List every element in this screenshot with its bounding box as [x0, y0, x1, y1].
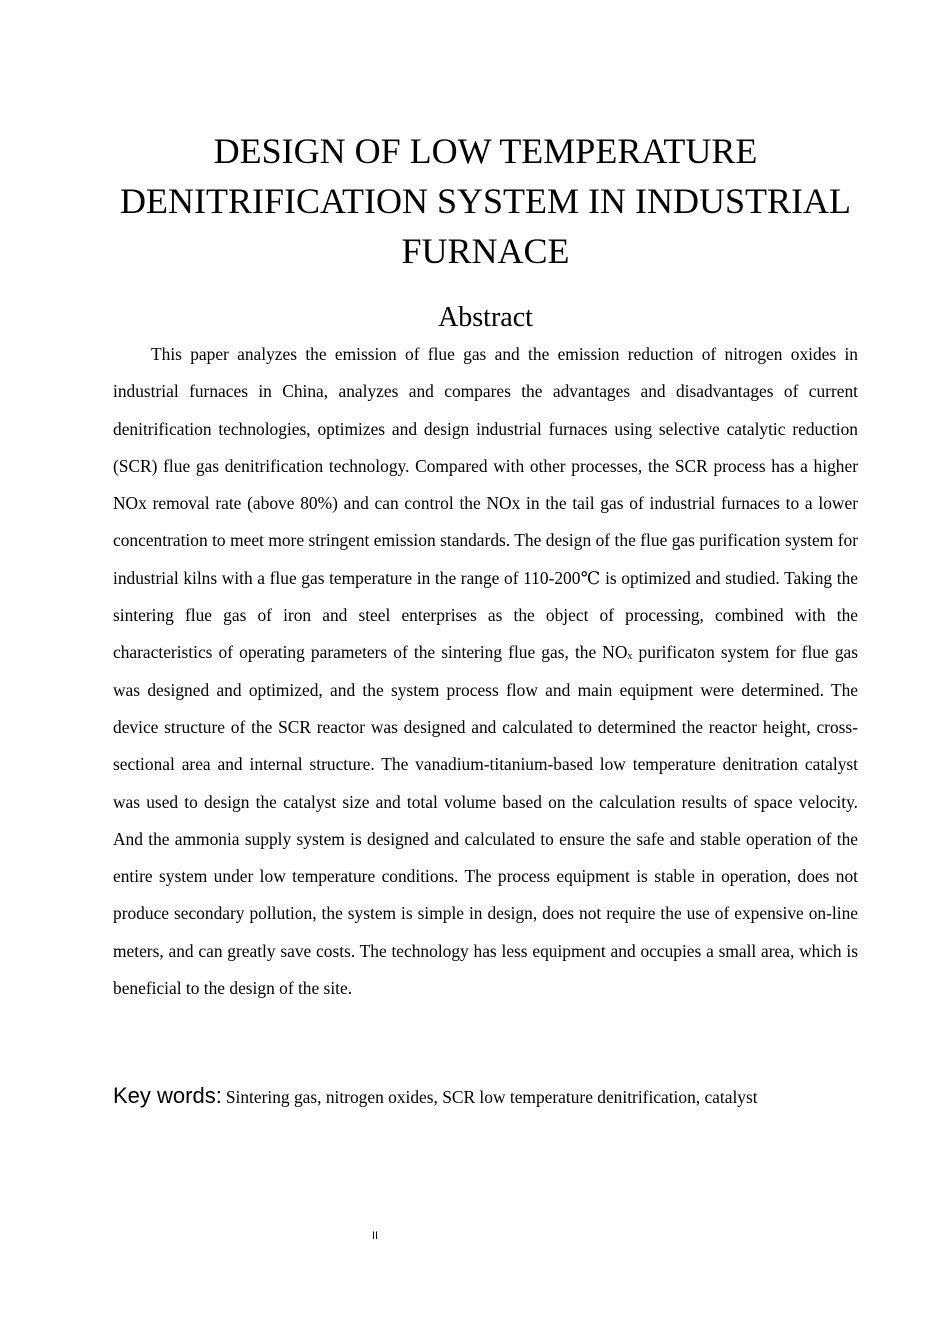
abstract-body	[113, 336, 858, 1007]
keywords-line	[113, 1083, 858, 1109]
keywords-label: Key words:	[113, 1083, 222, 1108]
page-number: II	[371, 1230, 379, 1242]
keywords-text: Sintering gas, nitrogen oxides, SCR low temperature denitrification, catalyst	[225, 1087, 758, 1107]
document-title: DESIGN OF LOW TEMPERATURE DENITRIFICATION SYSTEM IN INDUSTRIAL FURNACE	[120, 131, 851, 271]
abstract-heading: Abstract	[438, 302, 533, 333]
abstract-text-part2: purificaton system for flue gas was designed and optimized, and the system process flow and main equipment were determined. The device structure of the SCR reactor was designed and calculated to determined the reactor height, cross-sectional area and internal structure. The vanadium-titanium-based low temperature denitration catalyst was used to design the catalyst size and total volume based on the calculation results of space velocity. And the ammonia supply system is designed and calculated to ensure the safe and stable operation of the entire system under low temperature conditions. The process equipment is stable in operation, does not produce secondary pollution, the system is simple in design, does not require the use of expensive on-line meters, and can greatly save costs. The technology has less equipment and occupies a small area, which is beneficial to the design of the site.	[113, 642, 859, 999]
abstract-text-part1: This paper analyzes the emission of flue gas and the emission reduction of nitrogen oxides in industrial furnaces in China, analyzes and compares the advantages and disadvantages of current denitrification technologies, optimizes and design industrial furnaces using selective catalytic reduction (SCR) flue gas denitrification technology. Compared with other processes, the SCR process has a higher NOx removal rate (above 80%) and can control the NOx in the tail gas of industrial furnaces to a lower concentration to meet more stringent emission standards. The design of the flue gas purification system for industrial kilns with a flue gas temperature in the range of 110-200℃ is optimized and studied. Taking the sintering flue gas of iron and steel enterprises as the object of processing, combined with the characteristics of operating parameters of the sintering flue gas, the NO	[113, 344, 858, 663]
nox-subscript: x	[627, 651, 633, 663]
